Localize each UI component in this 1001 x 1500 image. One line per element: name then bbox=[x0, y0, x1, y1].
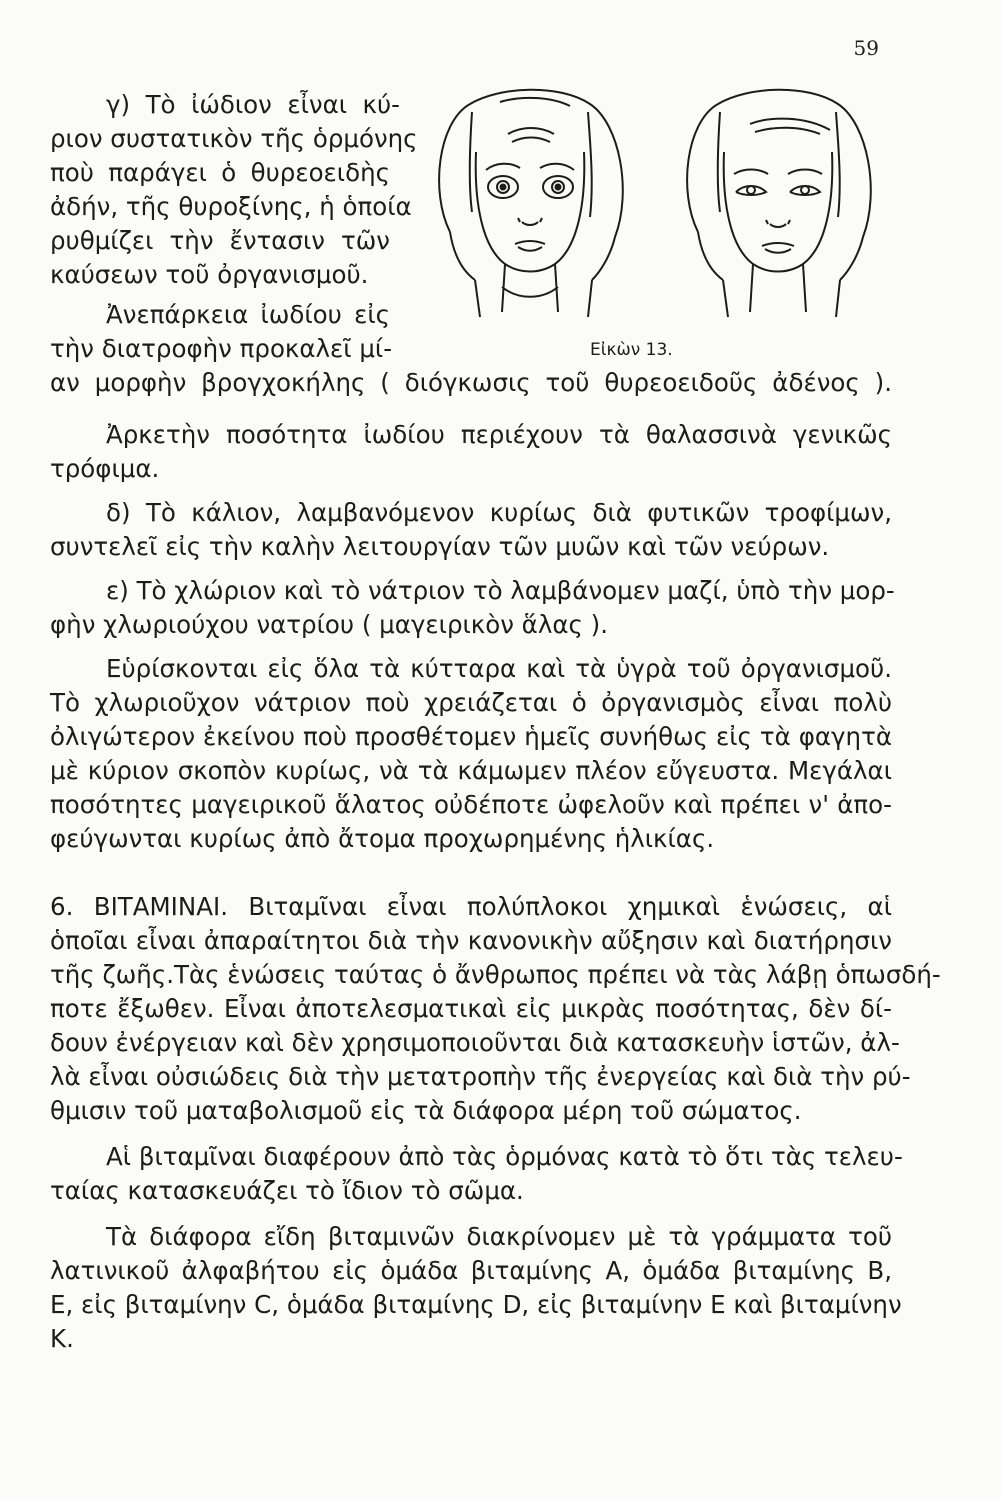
figure-faces bbox=[410, 82, 890, 372]
text-line: Τὰ διάφορα εἴδη βιταμινῶν διακρίνομεν μὲ τὰ γράμματα τοῦ bbox=[106, 1222, 892, 1251]
text-line: Ἀνεπάρκεια ἰωδίου εἰς bbox=[106, 300, 390, 329]
text-line: ε) Τὸ χλώριον καὶ τὸ νάτριον τὸ λαμβάνομεν μαζί, ὑπὸ τὴν μορ- bbox=[106, 576, 895, 605]
text-line: Εὑρίσκονται εἰς ὅλα τὰ κύτταρα καὶ τὰ ὑγρὰ τοῦ ὀργανισμοῦ. bbox=[106, 654, 892, 683]
text-line: δουν ἐνέργειαν καὶ δὲν χρησιμοποιοῦνται διὰ κατασκευὴν ἱστῶν, ἀλ- bbox=[50, 1028, 900, 1057]
text-line: Ε, εἰς βιταμίνην C, ὁμάδα βιταμίνης D, εἰς βιταμίνην Ε καὶ βιταμίνην bbox=[50, 1290, 902, 1319]
face-left-drawing bbox=[439, 90, 623, 317]
text-line: τρόφιμα. bbox=[50, 454, 160, 483]
text-line: ποσότητες μαγειρικοῦ ἅλατος οὐδέποτε ὠφελοῦν καὶ πρέπει ν' ἀπο- bbox=[50, 790, 892, 819]
text-line: λατινικοῦ ἀλφαβήτου εἰς ὁμάδα βιταμίνης Α, ὁμάδα βιταμίνης Β, bbox=[50, 1256, 892, 1285]
text-line: τὴν διατροφὴν προκαλεῖ μί- bbox=[50, 334, 393, 363]
text-line: συντελεῖ εἰς τὴν καλὴν λειτουργίαν τῶν μυῶν καὶ τῶν νεύρων. bbox=[50, 532, 830, 561]
page-number: 59 bbox=[853, 36, 879, 60]
text-line: ὀλιγώτερον ἐκείνου ποὺ προσθέτομεν ἡμεῖς συνήθως εἰς τὰ φαγητὰ bbox=[50, 722, 892, 751]
text-line: ὁποῖαι εἶναι ἀπαραίτητοι διὰ τὴν κανονικὴν αὔξησιν καὶ διατήρησιν bbox=[50, 926, 892, 955]
faces-illustration bbox=[410, 82, 890, 372]
text-line: γ) Τὸ ἰώδιον εἶναι κύ- bbox=[106, 90, 400, 119]
text-line: Τὸ χλωριοῦχον νάτριον ποὺ χρειάζεται ὁ ὀργανισμὸς εἶναι πολὺ bbox=[50, 688, 892, 717]
text-line: ποὺ παράγει ὁ θυρεοειδὴς bbox=[50, 158, 390, 187]
text-line: ρυθμίζει τὴν ἔντασιν τῶν bbox=[50, 226, 390, 255]
text-line: αν μορφὴν βρογχοκήλης ( διόγκωσις τοῦ θυρεοειδοῦς ἀδένος ). bbox=[50, 368, 892, 397]
text-line: φὴν χλωριούχου νατρίου ( μαγειρικὸν ἅλας ). bbox=[50, 610, 608, 639]
text-line: μὲ κύριον σκοπὸν κυρίως, νὰ τὰ κάμωμεν πλέον εὔγευστα. Μεγάλαι bbox=[50, 756, 892, 785]
text-line: ἀδήν, τῆς θυροξίνης, ἡ ὁποία bbox=[50, 192, 412, 221]
text-line: δ) Τὸ κάλιον, λαμβανόμενον κυρίως διὰ φυτικῶν τροφίμων, bbox=[106, 498, 892, 527]
text-line: Ἀρκετὴν ποσότητα ἰωδίου περιέχουν τὰ θαλασσινὰ γενικῶς bbox=[106, 420, 892, 449]
text-line: Κ. bbox=[50, 1324, 74, 1353]
text-line: λὰ εἶναι οὐσιώδεις διὰ τὴν μετατροπὴν τῆς ἐνεργείας καὶ διὰ τὴν ρύ- bbox=[50, 1062, 911, 1091]
figure-caption: Εἰκὼν 13. bbox=[590, 340, 673, 360]
text-line: Αἱ βιταμῖναι διαφέρουν ἀπὸ τὰς ὁρμόνας κατὰ τὸ ὅτι τὰς τελευ- bbox=[106, 1142, 903, 1171]
text-line: τῆς ζωῆς.Τὰς ἑνώσεις ταύτας ὁ ἄνθρωπος πρέπει νὰ τὰς λάβῃ ὁπωσδή- bbox=[50, 960, 941, 989]
text-line: θμισιν τοῦ ματαβολισμοῦ εἰς τὰ διάφορα μέρη τοῦ σώματος. bbox=[50, 1096, 802, 1125]
text-line: καύσεων τοῦ ὀργανισμοῦ. bbox=[50, 260, 369, 289]
section-heading-line: 6. ΒΙΤΑΜΙΝΑΙ. Βιταμῖναι εἶναι πολύπλοκοι χημικαὶ ἑνώσεις, αἱ bbox=[50, 892, 892, 921]
text-line: ταίας κατασκευάζει τὸ ἴδιον τὸ σῶμα. bbox=[50, 1176, 524, 1205]
text-line: ποτε ἔξωθεν. Εἶναι ἀποτελεσματικαὶ εἰς μικρὰς ποσότητας, δὲν δί- bbox=[50, 994, 892, 1023]
text-line: φεύγωνται κυρίως ἀπὸ ἄτομα προχωρημένης ἡλικίας. bbox=[50, 824, 715, 853]
text-line: ριον συστατικὸν τῆς ὁρμόνης bbox=[50, 124, 418, 153]
face-right-drawing bbox=[687, 90, 871, 317]
